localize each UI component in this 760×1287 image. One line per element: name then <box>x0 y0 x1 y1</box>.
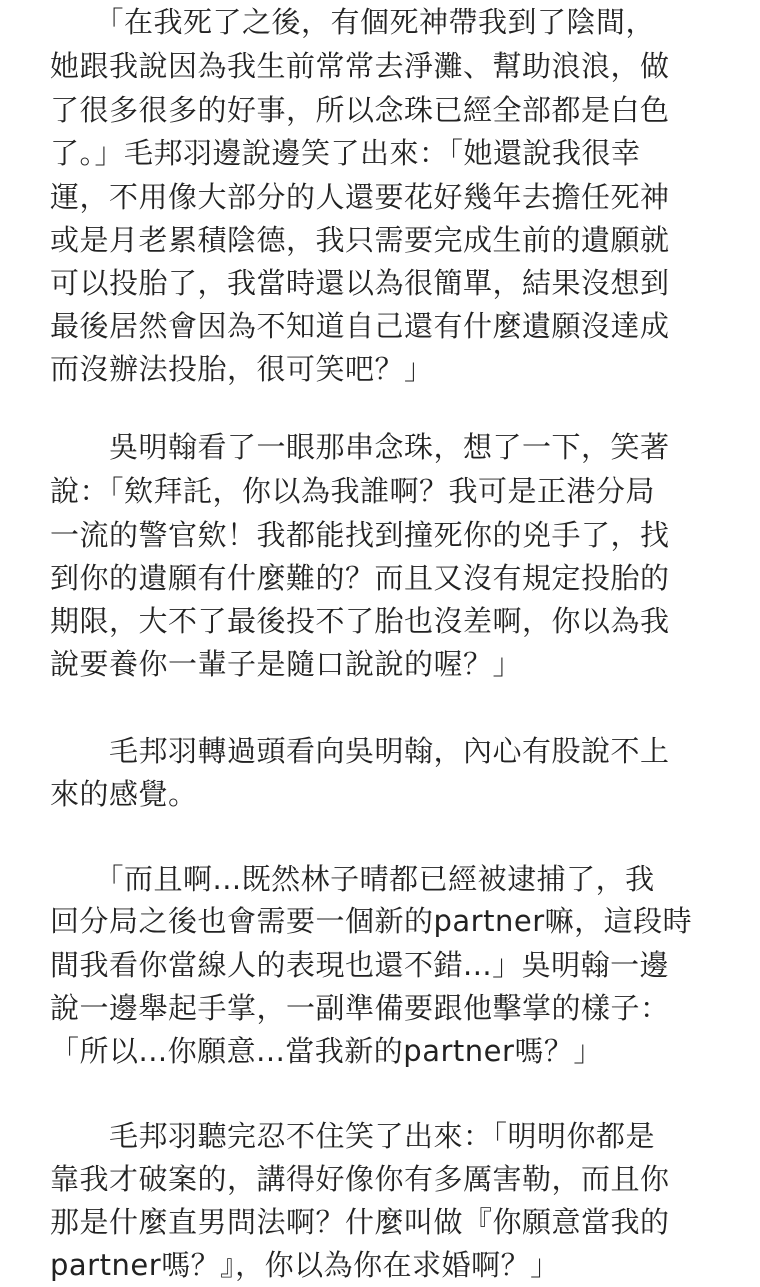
text-line: 「所以...你願意...當我新的partner嗎？」 <box>50 1034 603 1068</box>
text-line: 來的感覺。 <box>50 777 198 811</box>
text-line: 毛邦羽聽完忍不住笑了出來：「明明你都是 <box>50 1119 656 1153</box>
text-line: 說要養你一輩子是隨口說說的喔？」 <box>50 647 523 681</box>
text-line: 說一邊舉起手掌，一副準備要跟他擊掌的樣子： <box>50 991 670 1025</box>
text-line: 她跟我說因為我生前常常去淨灘、幫助浪浪，做 <box>50 49 670 83</box>
text-line: 了。」毛邦羽邊說邊笑了出來：「她還說我很幸 <box>50 136 641 170</box>
text-line: 靠我才破案的，講得好像你有多厲害勒，而且你 <box>50 1162 670 1196</box>
text-line: 最後居然會因為不知道自己還有什麼遺願沒達成 <box>50 309 670 343</box>
text-line: 「而且啊...既然林子晴都已經被逮捕了，我 <box>50 862 655 896</box>
text-line: 回分局之後也會需要一個新的partner嘛，這段時 <box>50 904 693 938</box>
text-line: 期限，大不了最後投不了胎也沒差啊，你以為我 <box>50 604 670 638</box>
text-line: 那是什麼直男問法啊？什麼叫做『你願意當我的 <box>50 1205 670 1239</box>
text-line: 而沒辦法投胎，很可笑吧？」 <box>50 352 434 386</box>
text-line: 說：「欸拜託，你以為我誰啊？我可是正港分局 <box>50 474 656 508</box>
text-line: partner嗎？』，你以為你在求婚啊？」 <box>50 1248 560 1282</box>
text-line: 一流的警官欸！我都能找到撞死你的兇手了，找 <box>50 518 670 552</box>
text-line: 可以投胎了，我當時還以為很簡單，結果沒想到 <box>50 266 670 300</box>
text-line: 運，不用像大部分的人還要花好幾年去擔任死神 <box>50 180 670 214</box>
text-line: 吳明翰看了一眼那串念珠，想了一下，笑著 <box>50 430 670 464</box>
text-line: 了很多很多的好事，所以念珠已經全部都是白色 <box>50 93 670 127</box>
text-line: 間我看你當線人的表現也還不錯...」吳明翰一邊 <box>50 948 670 982</box>
text-line: 毛邦羽轉過頭看向吳明翰，內心有股說不上 <box>50 734 670 768</box>
text-line: 或是月老累積陰德，我只需要完成生前的遺願就 <box>50 223 670 257</box>
text-line: 「在我死了之後，有個死神帶我到了陰間， <box>50 5 656 39</box>
text-line: 到你的遺願有什麼難的？而且又沒有規定投胎的 <box>50 561 670 595</box>
